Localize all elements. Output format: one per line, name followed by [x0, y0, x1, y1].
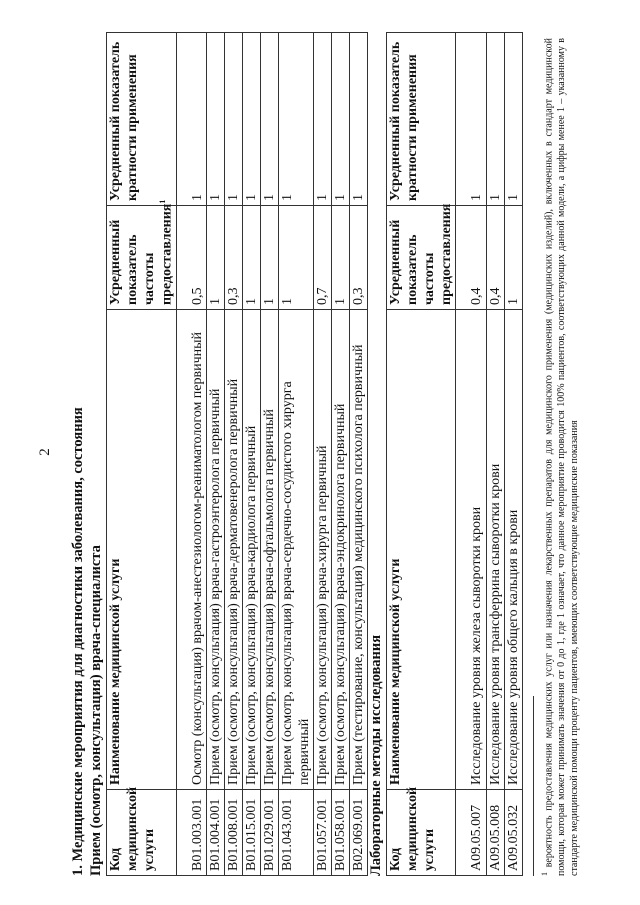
table-row	[206, 33, 224, 876]
cell-frequency: 0,7	[314, 206, 332, 310]
cell-code: B01.003.001	[176, 790, 206, 876]
footnote-divider	[533, 696, 534, 876]
header-frequency: Усредненный показатель частоты предоставления	[387, 206, 456, 310]
table-row	[176, 33, 206, 876]
cell-multiplicity: 1	[350, 33, 368, 206]
document-content	[70, 32, 581, 876]
table-row	[456, 33, 486, 876]
cell-multiplicity: 1	[456, 33, 486, 206]
table-row	[224, 33, 242, 876]
cell-multiplicity: 1	[260, 33, 278, 206]
cell-code: B01.015.001	[242, 790, 260, 876]
cell-name: Осмотр (консультация) врачом-анестезиологом-реаниматологом первичный	[176, 310, 206, 790]
cell-code: B01.008.001	[224, 790, 242, 876]
cell-code: A09.05.008	[486, 790, 504, 876]
cell-name: Прием (осмотр, консультация) врача-дерматовенеролога первичный	[224, 310, 242, 790]
cell-code: B01.029.001	[260, 790, 278, 876]
cell-frequency: 1	[279, 206, 314, 310]
cell-frequency: 0,5	[176, 206, 206, 310]
cell-name: Прием (осмотр, консультация) врача-гастроэнтеролога первичный	[206, 310, 224, 790]
cell-name: Исследование уровня общего кальция в крови	[504, 310, 522, 790]
table-header-row	[106, 33, 176, 876]
cell-multiplicity: 1	[206, 33, 224, 206]
header-multiplicity: Усредненный показатель кратности применения	[106, 33, 176, 206]
cell-frequency: 0,3	[224, 206, 242, 310]
table-row	[314, 33, 332, 876]
group-title-laboratory: Лабораторные методы исследования	[368, 634, 385, 876]
cell-multiplicity: 1	[224, 33, 242, 206]
header-code: Код медицинской услуги	[106, 790, 176, 876]
cell-code: A09.05.007	[456, 790, 486, 876]
header-frequency: Усредненный показатель частоты предоставления$^1$	[106, 206, 176, 310]
cell-frequency: 1	[242, 206, 260, 310]
footnote-text: вероятность предоставления медицинских услуг или назначения лекарственных препаратов для медицинского применения (медицинских изделий), включенных в стандарт медицинской помощи, которая может принимать значения от 0 до 1, где 1 означает, что данное мероприятие проводится 100% пациентов, соответствующих данной модели, а цифры менее 1 – указанному в стандарте медицинской помощи проценту пациентов, имеющих соответствующие медицинские показания	[542, 38, 581, 876]
cell-frequency: 1	[206, 206, 224, 310]
section-title: 1. Медицинские мероприятия для диагностики заболевания, состояния	[70, 407, 87, 876]
cell-name: Исследование уровня трансферрина сыворотки крови	[486, 310, 504, 790]
header-name: Наименование медицинской услуги	[106, 310, 176, 790]
cell-code: B01.058.001	[332, 790, 350, 876]
cell-multiplicity: 1	[332, 33, 350, 206]
cell-frequency: 0,4	[486, 206, 504, 310]
table-row	[279, 33, 314, 876]
cell-multiplicity: 1	[242, 33, 260, 206]
group-title-consultations: Прием (осмотр, консультация) врача-специалиста	[87, 545, 104, 876]
cell-name: Прием (осмотр, консультация) врача-сердечно-сосудистого хирурга первичный	[279, 310, 314, 790]
footnote	[540, 38, 582, 876]
cell-name: Прием (осмотр, консультация) врача-хирурга первичный	[314, 310, 332, 790]
cell-name: Прием (осмотр, консультация) врача-эндокринолога первичный	[332, 310, 350, 790]
table-header-row	[387, 33, 456, 876]
footnote-marker: 1	[157, 199, 167, 204]
cell-frequency: 0,4	[456, 206, 486, 310]
table-row	[504, 33, 522, 876]
services-table-laboratory	[386, 32, 523, 876]
page-number: 2	[37, 448, 53, 456]
cell-name: Прием (осмотр, консультация) врача-офтальмолога первичный	[260, 310, 278, 790]
table-row	[332, 33, 350, 876]
table-row	[242, 33, 260, 876]
cell-name: Прием (тестирование, консультация) медицинского психолога первичный	[350, 310, 368, 790]
cell-multiplicity: 1	[176, 33, 206, 206]
footnote-marker: 1	[539, 872, 549, 876]
cell-multiplicity: 1	[314, 33, 332, 206]
cell-multiplicity: 1	[504, 33, 522, 206]
cell-frequency: 1	[332, 206, 350, 310]
table-row	[260, 33, 278, 876]
cell-code: B01.043.001	[279, 790, 314, 876]
cell-multiplicity: 1	[486, 33, 504, 206]
cell-frequency: 0,3	[350, 206, 368, 310]
table-row	[350, 33, 368, 876]
document-page	[20, 12, 620, 892]
cell-multiplicity: 1	[279, 33, 314, 206]
services-table-consultations	[106, 32, 369, 876]
cell-code: B02.069.001	[350, 790, 368, 876]
cell-frequency: 1	[504, 206, 522, 310]
cell-name: Исследование уровня железа сыворотки крови	[456, 310, 486, 790]
cell-name: Прием (осмотр, консультация) врача-кардиолога первичный	[242, 310, 260, 790]
cell-frequency: 1	[260, 206, 278, 310]
header-name: Наименование медицинской услуги	[387, 310, 456, 790]
header-code: Код медицинской услуги	[387, 790, 456, 876]
cell-code: B01.057.001	[314, 790, 332, 876]
cell-code: B01.004.001	[206, 790, 224, 876]
table-row	[486, 33, 504, 876]
header-multiplicity: Усредненный показатель кратности применения	[387, 33, 456, 206]
cell-code: A09.05.032	[504, 790, 522, 876]
